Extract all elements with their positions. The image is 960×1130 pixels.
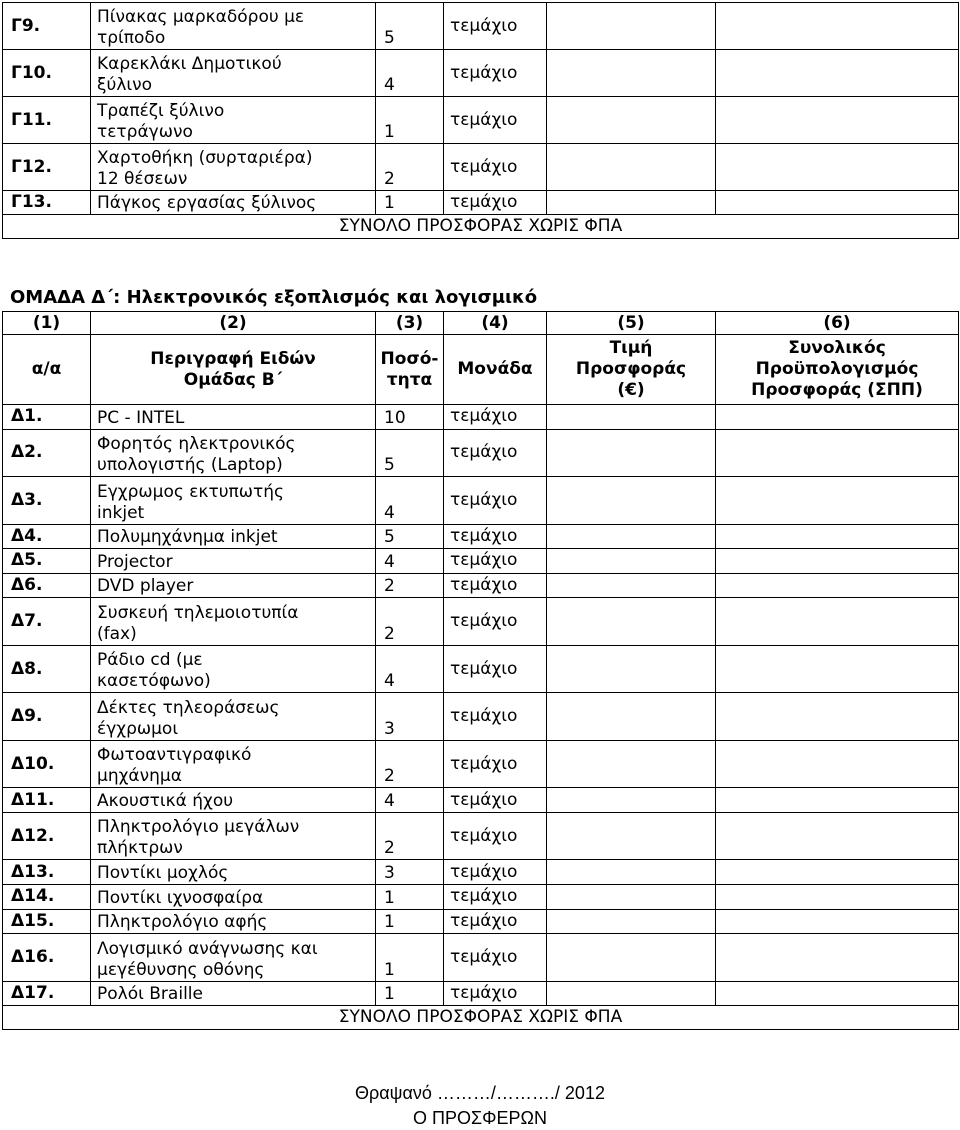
item-unit: τεμάχιο — [444, 524, 547, 549]
table-row — [3, 3, 959, 50]
column-number: (6) — [716, 312, 959, 335]
column-number: (2) — [91, 312, 376, 335]
item-code: Δ6. — [3, 573, 91, 598]
table-row — [3, 740, 959, 788]
item-description-line: Πολυμηχάνημα inkjet — [97, 527, 278, 548]
item-budget-cell — [716, 860, 959, 885]
item-quantity: 2 — [376, 740, 444, 788]
item-price-cell — [547, 909, 716, 934]
item-quantity: 1 — [376, 191, 444, 215]
item-price-cell — [547, 405, 716, 430]
table-row — [3, 981, 959, 1006]
item-code: Γ11. — [3, 97, 91, 144]
item-description — [91, 645, 376, 693]
item-unit: τεμάχιο — [444, 191, 547, 215]
column-number: (5) — [547, 312, 716, 335]
item-quantity: 4 — [376, 549, 444, 574]
header-price — [547, 335, 716, 405]
item-price-cell — [547, 981, 716, 1006]
item-price-cell — [547, 645, 716, 693]
item-quantity: 1 — [376, 981, 444, 1006]
item-unit: τεμάχιο — [444, 860, 547, 885]
item-description-line: DVD player — [97, 576, 194, 597]
item-unit: τεμάχιο — [444, 740, 547, 788]
item-quantity: 2 — [376, 573, 444, 598]
header-budget — [716, 335, 959, 405]
item-price-cell — [547, 812, 716, 860]
item-price-cell — [547, 97, 716, 144]
item-quantity: 1 — [376, 934, 444, 982]
header-description-line: Περιγραφή Ειδών — [150, 348, 316, 369]
header-budget-line: Προϋπολογισμός — [755, 359, 919, 379]
item-description-line: Ράδιο cd (με — [97, 650, 203, 671]
header-quantity — [376, 335, 444, 405]
item-unit: τεμάχιο — [444, 598, 547, 646]
table-row — [3, 477, 959, 525]
table-row — [3, 885, 959, 910]
item-budget-cell — [716, 788, 959, 813]
item-price-cell — [547, 477, 716, 525]
item-description-line: ξύλινο — [97, 75, 153, 95]
item-price-cell — [547, 693, 716, 741]
item-description — [91, 549, 376, 574]
item-unit: τεμάχιο — [444, 885, 547, 910]
item-budget-cell — [716, 645, 959, 693]
table-row — [3, 405, 959, 430]
item-description — [91, 573, 376, 598]
column-number: (4) — [444, 312, 547, 335]
header-aa: α/α — [3, 335, 91, 405]
item-description — [91, 50, 376, 97]
item-description-line: Ποντίκι μοχλός — [97, 863, 229, 884]
item-budget-cell — [716, 693, 959, 741]
item-price-cell — [547, 860, 716, 885]
item-budget-cell — [716, 934, 959, 982]
item-unit: τεμάχιο — [444, 97, 547, 144]
item-budget-cell — [716, 981, 959, 1006]
item-code: Δ11. — [3, 788, 91, 813]
item-description-line: Φωτοαντιγραφικό — [97, 745, 252, 766]
item-budget-cell — [716, 429, 959, 477]
item-code: Δ17. — [3, 981, 91, 1006]
item-price-cell — [547, 573, 716, 598]
item-budget-cell — [716, 405, 959, 430]
item-price-cell — [547, 3, 716, 50]
table-row — [3, 860, 959, 885]
header-price-line: (€) — [617, 380, 645, 400]
item-unit: τεμάχιο — [444, 549, 547, 574]
item-description-line: τετράγωνο — [97, 122, 193, 142]
item-description — [91, 788, 376, 813]
item-price-cell — [547, 524, 716, 549]
header-description — [91, 335, 376, 405]
item-unit: τεμάχιο — [444, 693, 547, 741]
item-description-line: Πληκτρολόγιο αφής — [97, 912, 268, 933]
item-quantity: 10 — [376, 405, 444, 430]
item-description — [91, 405, 376, 430]
item-code: Γ13. — [3, 191, 91, 215]
item-description-line: τρίποδο — [97, 28, 166, 48]
item-unit: τεμάχιο — [444, 812, 547, 860]
item-description-line: κασετόφωνο) — [97, 671, 211, 692]
item-description — [91, 860, 376, 885]
item-description — [91, 740, 376, 788]
table-row — [3, 549, 959, 574]
item-description-line: inkjet — [97, 502, 145, 523]
table-row — [3, 429, 959, 477]
item-code: Δ4. — [3, 524, 91, 549]
item-description — [91, 693, 376, 741]
item-price-cell — [547, 549, 716, 574]
item-code: Γ12. — [3, 144, 91, 191]
item-description — [91, 97, 376, 144]
item-code: Δ10. — [3, 740, 91, 788]
header-description-line: Ομάδας Β΄ — [183, 369, 283, 390]
header-quantity-line: Ποσό- — [380, 348, 439, 369]
group-c-table — [2, 2, 959, 239]
item-description-line: έγχρωμοι — [97, 718, 179, 739]
item-price-cell — [547, 885, 716, 910]
table-row — [3, 191, 959, 215]
table-row — [3, 909, 959, 934]
column-number-row — [3, 312, 959, 335]
item-code: Δ7. — [3, 598, 91, 646]
item-quantity: 4 — [376, 50, 444, 97]
header-budget-line: Προσφοράς (ΣΠΠ) — [751, 380, 923, 400]
item-quantity: 4 — [376, 645, 444, 693]
item-description-line: Πάγκος εργασίας ξύλινος — [97, 193, 317, 213]
item-description — [91, 429, 376, 477]
table-row — [3, 524, 959, 549]
item-code: Δ8. — [3, 645, 91, 693]
table-row — [3, 645, 959, 693]
item-description-line: 12 θέσεων — [97, 169, 188, 189]
item-description-line: Δέκτες τηλεοράσεως — [97, 697, 280, 718]
item-code: Δ12. — [3, 812, 91, 860]
item-price-cell — [547, 934, 716, 982]
item-price-cell — [547, 50, 716, 97]
header-price-line: Προσφοράς — [575, 359, 687, 379]
item-description-line: Λογισμικό ανάγνωσης και — [97, 938, 318, 959]
item-code: Δ14. — [3, 885, 91, 910]
item-code: Δ2. — [3, 429, 91, 477]
table-row — [3, 573, 959, 598]
item-description-line: Τραπέζι ξύλινο — [97, 101, 225, 121]
item-budget-cell — [716, 573, 959, 598]
item-code: Δ1. — [3, 405, 91, 430]
item-unit: τεμάχιο — [444, 909, 547, 934]
group-d-title: ΟΜΑΔΑ Δ΄: Ηλεκτρονικός εξοπλισμός και λογισμικό — [10, 287, 538, 308]
item-budget-cell — [716, 740, 959, 788]
item-code: Δ3. — [3, 477, 91, 525]
table-row — [3, 693, 959, 741]
item-description-line: πλήκτρων — [97, 838, 183, 859]
total-row — [3, 1006, 959, 1030]
item-quantity: 2 — [376, 144, 444, 191]
item-quantity: 4 — [376, 788, 444, 813]
item-description-line: Καρεκλάκι Δημοτικού — [97, 54, 282, 74]
item-quantity: 4 — [376, 477, 444, 525]
item-quantity: 3 — [376, 860, 444, 885]
item-description — [91, 812, 376, 860]
table-row — [3, 50, 959, 97]
item-quantity: 2 — [376, 598, 444, 646]
table-row — [3, 788, 959, 813]
header-price-line: Τιμή — [609, 338, 653, 358]
item-quantity: 5 — [376, 429, 444, 477]
item-quantity: 2 — [376, 812, 444, 860]
item-description-line: μεγέθυνσης οθόνης — [97, 959, 265, 980]
item-description — [91, 477, 376, 525]
item-price-cell — [547, 191, 716, 215]
item-quantity: 3 — [376, 693, 444, 741]
item-unit: τεμάχιο — [444, 981, 547, 1006]
item-description — [91, 144, 376, 191]
item-unit: τεμάχιο — [444, 934, 547, 982]
table-row — [3, 97, 959, 144]
item-unit: τεμάχιο — [444, 788, 547, 813]
item-budget-cell — [716, 144, 959, 191]
item-unit: τεμάχιο — [444, 405, 547, 430]
total-label: ΣΥΝΟΛΟ ΠΡΟΣΦΟΡΑΣ ΧΩΡΙΣ ΦΠΑ — [3, 215, 959, 239]
item-description-line: υπολογιστής (Laptop) — [97, 455, 283, 476]
table-row — [3, 144, 959, 191]
item-unit: τεμάχιο — [444, 3, 547, 50]
item-description — [91, 598, 376, 646]
item-description — [91, 885, 376, 910]
table-row — [3, 934, 959, 982]
item-description-line: Ακουστικά ήχου — [97, 790, 234, 811]
item-description-line: PC - INTEL — [97, 407, 185, 428]
item-description-line: Ρολόι Braille — [97, 984, 203, 1005]
item-code: Δ15. — [3, 909, 91, 934]
item-budget-cell — [716, 50, 959, 97]
item-quantity: 1 — [376, 885, 444, 910]
item-description — [91, 934, 376, 982]
item-budget-cell — [716, 812, 959, 860]
item-quantity: 5 — [376, 3, 444, 50]
header-unit: Μονάδα — [444, 335, 547, 405]
item-price-cell — [547, 740, 716, 788]
item-code: Δ13. — [3, 860, 91, 885]
item-quantity: 1 — [376, 97, 444, 144]
item-description — [91, 191, 376, 215]
item-description-line: Ποντίκι ιχνοσφαίρα — [97, 887, 264, 908]
item-unit: τεμάχιο — [444, 429, 547, 477]
item-description-line: (fax) — [97, 623, 137, 644]
item-budget-cell — [716, 477, 959, 525]
item-budget-cell — [716, 549, 959, 574]
item-budget-cell — [716, 3, 959, 50]
item-price-cell — [547, 144, 716, 191]
item-unit: τεμάχιο — [444, 573, 547, 598]
header-quantity-line: τητα — [386, 369, 433, 390]
item-unit: τεμάχιο — [444, 477, 547, 525]
item-description-line: Συσκευή τηλεμοιοτυπία — [97, 602, 299, 623]
item-budget-cell — [716, 97, 959, 144]
item-code: Γ10. — [3, 50, 91, 97]
total-row — [3, 215, 959, 239]
item-description — [91, 909, 376, 934]
group-d-table — [2, 311, 959, 1030]
item-description-line: μηχάνημα — [97, 766, 182, 787]
item-code: Γ9. — [3, 3, 91, 50]
item-unit: τεμάχιο — [444, 645, 547, 693]
item-quantity: 5 — [376, 524, 444, 549]
item-description-line: Εγχρωμος εκτυπωτής — [97, 481, 284, 502]
item-description-line: Πληκτρολόγιο μεγάλων — [97, 817, 300, 838]
item-description-line: Χαρτοθήκη (συρταριέρα) — [97, 148, 313, 168]
item-unit: τεμάχιο — [444, 50, 547, 97]
item-price-cell — [547, 598, 716, 646]
item-code: Δ16. — [3, 934, 91, 982]
item-budget-cell — [716, 909, 959, 934]
item-quantity: 1 — [376, 909, 444, 934]
header-row — [3, 335, 959, 405]
footer-signature-label: Ο ΠΡΟΣΦΕΡΩΝ — [413, 1108, 547, 1128]
item-description — [91, 981, 376, 1006]
item-price-cell — [547, 788, 716, 813]
column-number: (1) — [3, 312, 91, 335]
item-description-line: Φορητός ηλεκτρονικός — [97, 434, 296, 455]
item-description — [91, 524, 376, 549]
item-unit: τεμάχιο — [444, 144, 547, 191]
header-budget-line: Συνολικός — [788, 338, 886, 358]
column-number: (3) — [376, 312, 444, 335]
item-budget-cell — [716, 524, 959, 549]
table-row — [3, 598, 959, 646]
item-budget-cell — [716, 191, 959, 215]
item-price-cell — [547, 429, 716, 477]
footer-date-line: Θραψανό ………/………./ 2012 — [355, 1083, 605, 1103]
item-budget-cell — [716, 885, 959, 910]
table-row — [3, 812, 959, 860]
item-code: Δ5. — [3, 549, 91, 574]
total-label: ΣΥΝΟΛΟ ΠΡΟΣΦΟΡΑΣ ΧΩΡΙΣ ΦΠΑ — [3, 1006, 959, 1030]
item-description-line: Πίνακας μαρκαδόρου με — [97, 7, 305, 27]
item-code: Δ9. — [3, 693, 91, 741]
item-budget-cell — [716, 598, 959, 646]
item-description — [91, 3, 376, 50]
item-description-line: Projector — [97, 551, 173, 572]
